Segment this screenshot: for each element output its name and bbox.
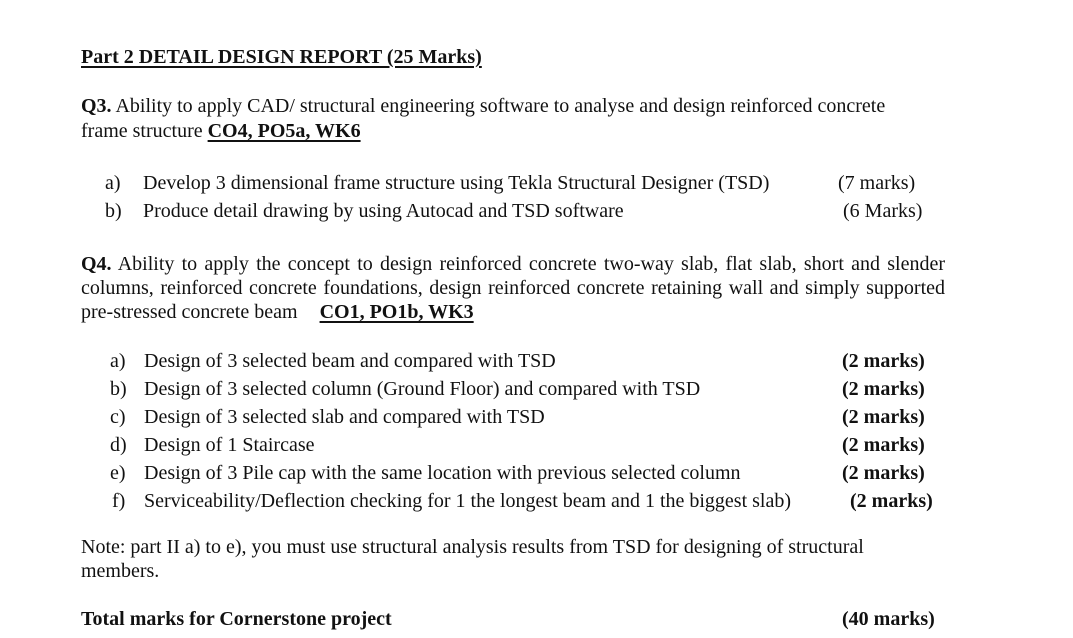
q3-text-line1: Ability to apply CAD/ structural engineering software to analyse and design reinforced concrete — [111, 95, 886, 117]
q3-codes: CO4, PO5a, WK6 — [207, 120, 361, 142]
q4-item-text: Design of 1 Staircase — [144, 434, 315, 456]
q4-item-text: Design of 3 selected beam and compared with TSD — [144, 350, 556, 372]
q4-item-text: Design of 3 Pile cap with the same location with previous selected column — [144, 462, 741, 484]
q4-item-marks: (2 marks) — [842, 378, 925, 400]
q3-item-label: b) — [105, 200, 122, 222]
q4-item-text: Serviceability/Deflection checking for 1 the longest beam and 1 the biggest slab) — [144, 490, 792, 512]
q4-question — [81, 252, 945, 324]
q3-item-marks: (6 Marks) — [843, 200, 923, 222]
page-title: Part 2 DETAIL DESIGN REPORT (25 Marks) — [81, 46, 482, 68]
q4-item-label: b) — [110, 378, 127, 400]
q3-question — [81, 94, 885, 118]
q4-item-marks: (2 marks) — [842, 434, 925, 456]
q4-item-label: c) — [110, 406, 126, 428]
q3-text-line2: frame structure — [81, 120, 208, 142]
q4-number: Q4. — [81, 253, 112, 275]
q4-item-marks: (2 marks) — [842, 406, 925, 428]
q4-item-marks: (2 marks) — [850, 490, 933, 512]
q4-item-label: e) — [110, 462, 126, 484]
total-label: Total marks for Cornerstone project — [81, 608, 392, 630]
q3-item-label: a) — [105, 172, 121, 194]
q3-item-marks: (7 marks) — [838, 172, 916, 194]
q3-question-continued — [81, 119, 361, 143]
q4-item-text: Design of 3 selected slab and compared with TSD — [144, 406, 545, 428]
total-marks: (40 marks) — [842, 608, 935, 630]
q4-item-label: a) — [110, 350, 126, 372]
q4-item-label: d) — [110, 434, 127, 456]
q4-codes: CO1, PO1b, WK3 — [319, 301, 474, 323]
q4-item-marks: (2 marks) — [842, 350, 925, 372]
q3-item-text: Produce detail drawing by using Autocad and TSD software — [143, 200, 624, 222]
q4-text: Ability to apply the concept to design reinforced concrete two-way slab, flat slab, short and slender columns, reinforced concrete foundations, design reinforced concrete retaining wall and simply supported pre-stressed concrete beam — [81, 253, 945, 323]
note-text: Note: part II a) to e), you must use structural analysis results from TSD for designing of structural members. — [81, 536, 864, 582]
q4-item-label: f) — [112, 490, 126, 512]
q3-number: Q3. — [81, 95, 112, 117]
q3-item-text: Develop 3 dimensional frame structure using Tekla Structural Designer (TSD) — [143, 172, 770, 194]
q4-item-marks: (2 marks) — [842, 462, 925, 484]
q4-item-text: Design of 3 selected column (Ground Floor) and compared with TSD — [144, 378, 701, 400]
